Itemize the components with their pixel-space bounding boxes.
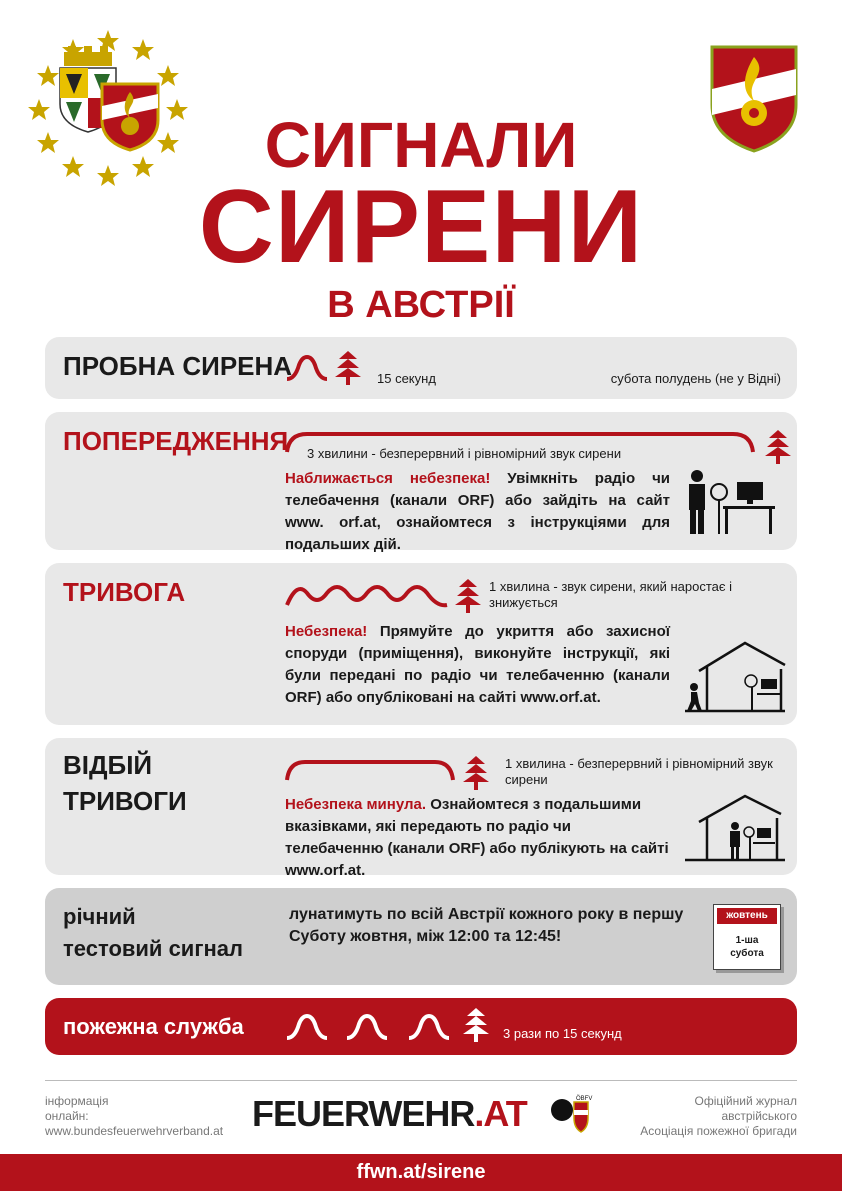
footer-divider — [45, 1080, 797, 1081]
footer-left-link[interactable]: www.bundesfeuerwehrverband.at — [45, 1124, 224, 1138]
footer-right-line1: Офіційний журнал — [694, 1094, 797, 1108]
title-line3: В АВСТРІЇ — [327, 284, 515, 326]
annual-text: лунатимуть по всій Австрії кожного року в першу Суботу жовтня, між 12:00 та 12:45! — [289, 906, 684, 945]
footer-url[interactable]: ffwn.at/sirene — [356, 1161, 486, 1183]
fire-brigade-panel — [45, 998, 797, 1055]
allclear-title-line2: ТРИВОГИ — [63, 786, 187, 816]
person-at-desk-icon — [685, 470, 775, 534]
fire-brigade-title: пожежна служба — [63, 1014, 244, 1039]
footer-url-bar[interactable] — [0, 1154, 842, 1191]
person-in-house-icon — [685, 794, 785, 862]
siren-icon — [455, 579, 481, 613]
warning-body — [285, 468, 670, 556]
siren-icon — [463, 1008, 489, 1042]
warning-highlight: Наближається небезпека! — [285, 470, 491, 487]
title-line2: СИРЕНИ — [198, 169, 644, 285]
fire-siren-waves-icon — [285, 1012, 455, 1042]
calendar-icon — [713, 904, 781, 970]
warning-title: ПОПЕРЕДЖЕННЯ — [63, 426, 289, 456]
allclear-wave-icon — [285, 758, 455, 784]
alarm-title: ТРИВОГА — [63, 577, 186, 607]
footer-right-line3: Асоціація пожежної бригади — [640, 1124, 797, 1138]
siren-icon — [463, 756, 489, 790]
footer-left-line1: інформація — [45, 1094, 109, 1108]
calendar-day-line2: субота — [730, 948, 764, 959]
footer-left-line2: онлайн: — [45, 1109, 89, 1123]
allclear-title-line1: ВІДБІЙ — [63, 750, 153, 780]
title-line1: СИГНАЛИ — [264, 109, 578, 181]
fire-brigade-signal: 3 рази по 15 секунд — [503, 1026, 622, 1041]
feuerwehr-brand — [252, 1094, 527, 1134]
calendar-day-line1: 1-ша — [735, 935, 759, 946]
alarm-panel — [45, 563, 797, 725]
test-siren-panel — [45, 337, 797, 399]
test-siren-title: ПРОБНА СИРЕНА — [63, 351, 293, 381]
oebfv-small-text: ÖBFV — [576, 1096, 593, 1102]
test-siren-note: субота полудень (не у Відні) — [610, 371, 781, 386]
warning-text: Увімкніть радіо чи телебачення (канали ORF) або зайдіть на сайт www. orf.at, ознайомтеся з інструкціями для подальших дій. — [285, 470, 670, 553]
alarm-highlight: Небезпека! — [285, 623, 368, 640]
allclear-highlight: Небезпека минула. — [285, 796, 427, 813]
test-siren-duration: 15 секунд — [377, 371, 436, 386]
annual-title-line2: тестовий сигнал — [63, 936, 243, 961]
annual-test-panel — [45, 888, 797, 985]
footer-right-line2: австрійського — [721, 1109, 797, 1123]
brand-text: FEUERWEHR.AT — [252, 1093, 527, 1134]
siren-icon — [765, 430, 791, 464]
allclear-signal: 1 хвилина - безперервний і рівномірний звук сирени — [505, 756, 773, 787]
warning-signal: 3 хвилини - безперервний і рівномірний звук сирени — [307, 446, 622, 461]
annual-title-line1: річний — [63, 904, 136, 929]
siren-icon — [335, 351, 361, 385]
siren-wave-icon — [285, 353, 329, 383]
warning-panel — [45, 412, 797, 553]
alarm-body — [285, 621, 670, 709]
allclear-body — [285, 794, 670, 882]
allclear-panel — [45, 738, 797, 879]
calendar-month: жовтень — [717, 908, 777, 924]
allclear-text: Ознайомтеся з подальшими вказівками, які передають по радіо чи телебаченню (канали ORF) або публікують на сайті www.orf.at. — [285, 796, 669, 879]
alarm-text: Прямуйте до укриття або захисної споруди (приміщення), виконуйте інструкції, які були передані по радіо чи телебаченню (канали ORF) або опубліковані на сайті www.orf.at. — [285, 623, 670, 706]
alarm-signal: 1 хвилина - звук сирени, який наростає і знижується — [489, 579, 732, 610]
alarm-wave-icon — [285, 579, 450, 609]
person-walking-to-house-icon — [685, 641, 785, 713]
